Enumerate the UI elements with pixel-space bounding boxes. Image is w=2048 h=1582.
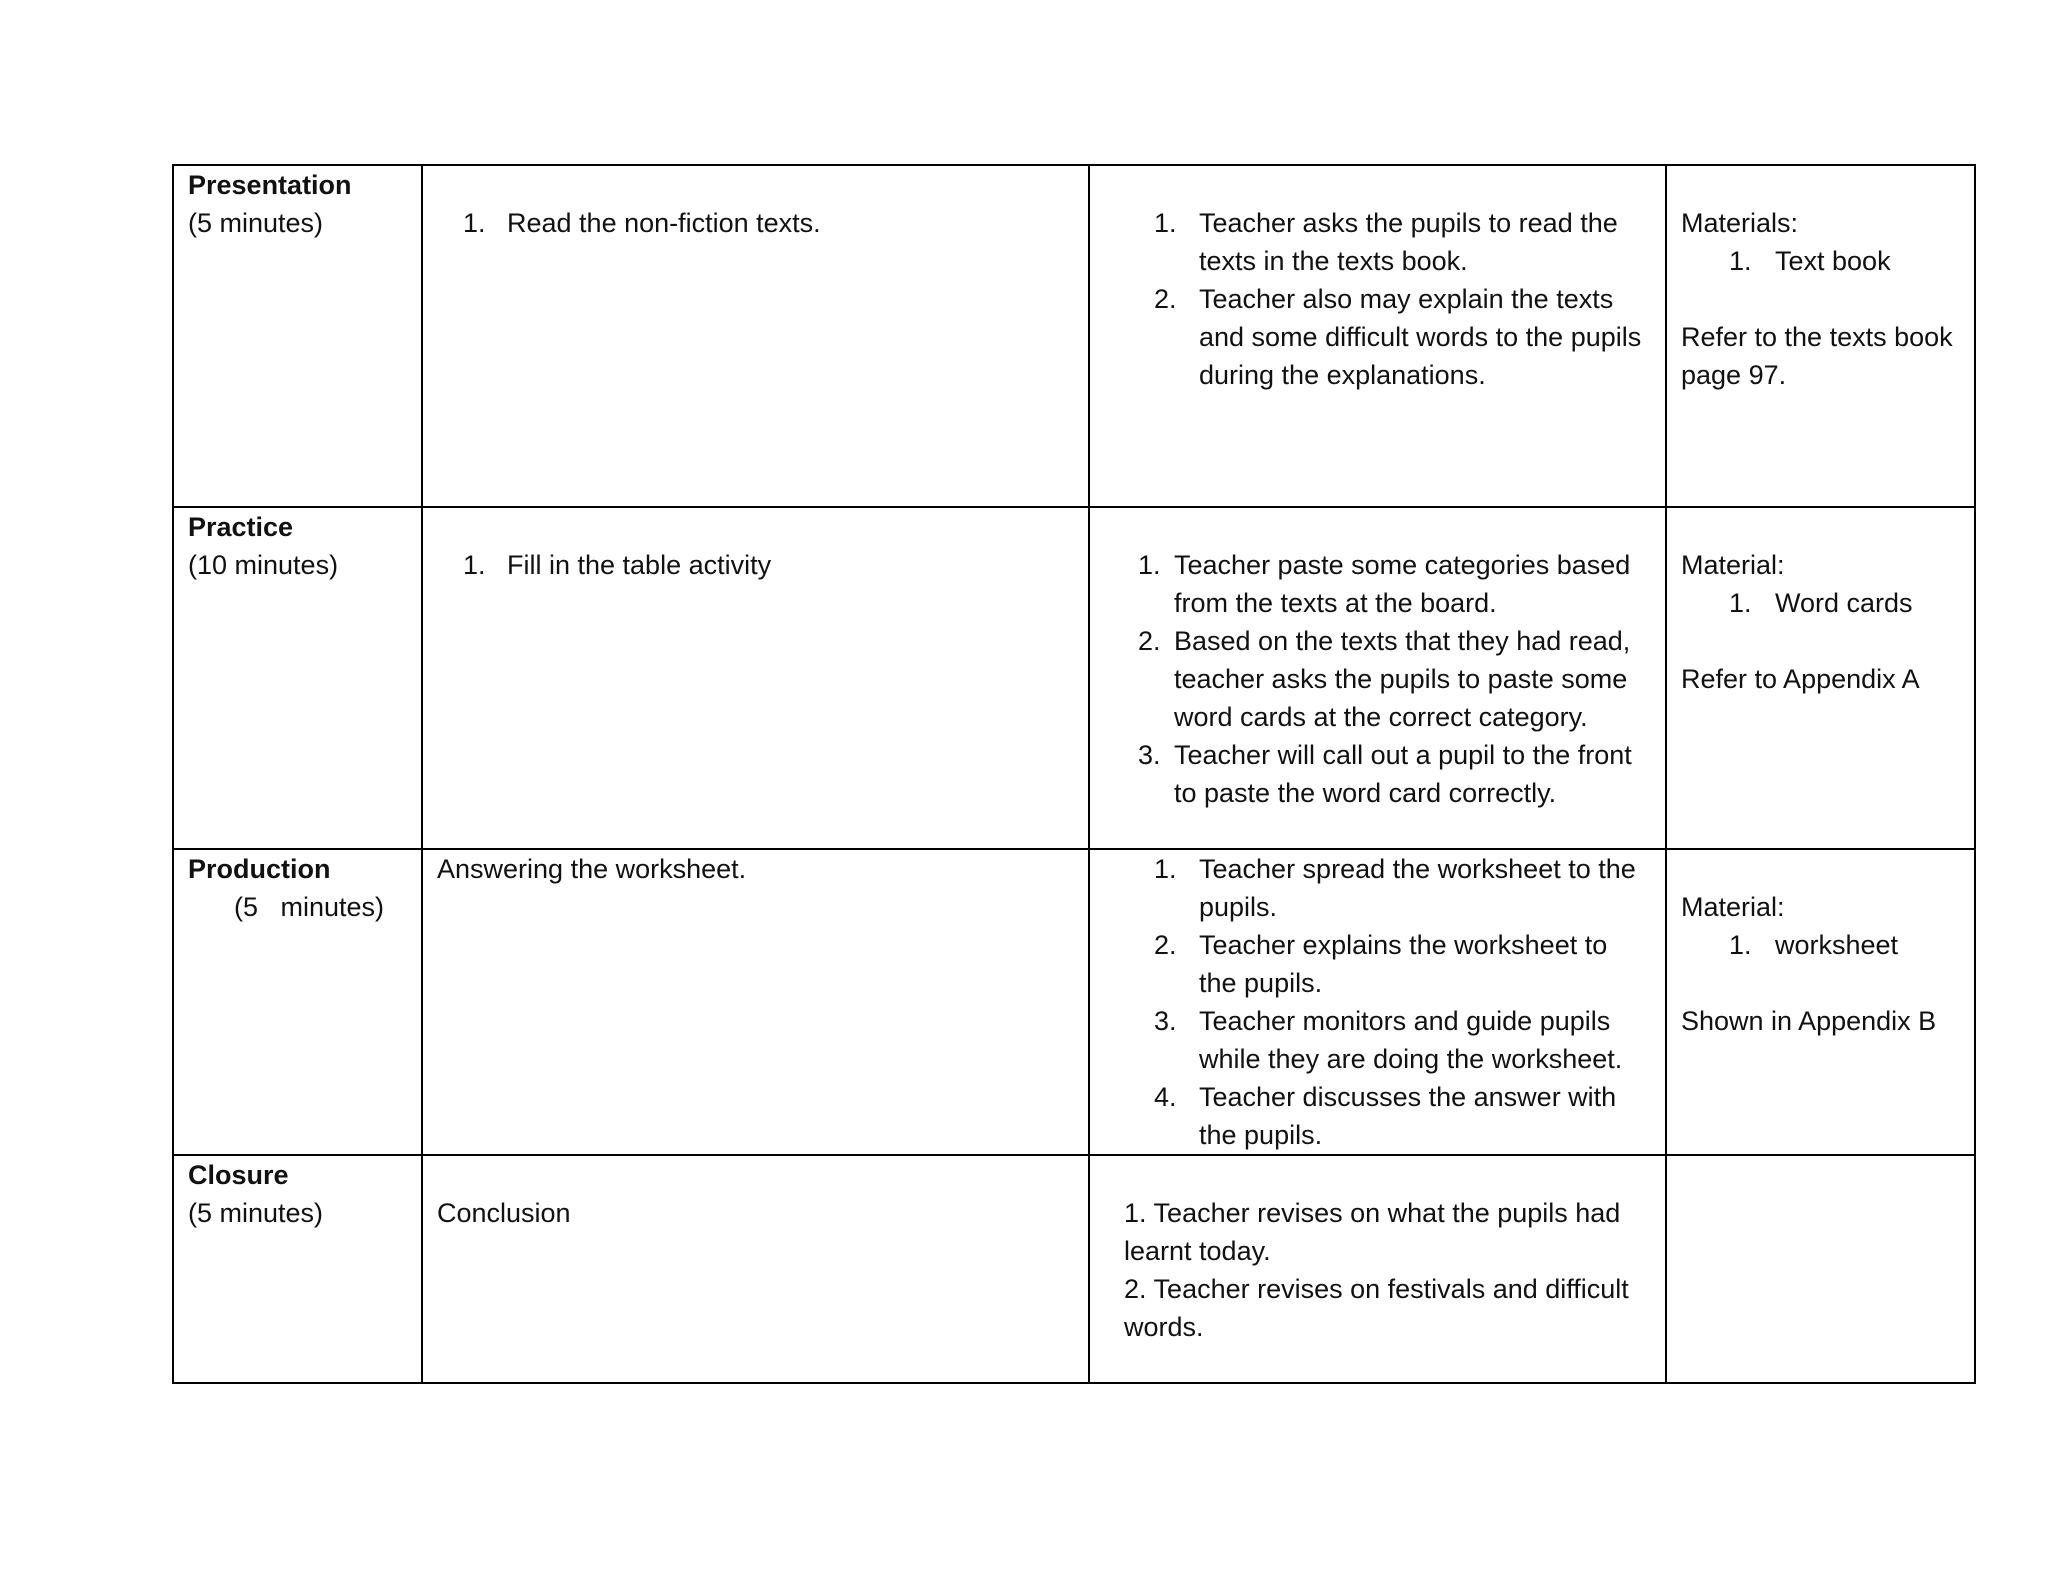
list-text: worksheet: [1775, 930, 1899, 960]
steps-cell: [1089, 507, 1666, 849]
list-item: [1729, 584, 1960, 622]
list-text: Teacher paste some categories based from the texts at the board.: [1174, 550, 1631, 618]
steps-cell: [1089, 165, 1666, 507]
activities-cell: [422, 507, 1089, 849]
activities-text: Conclusion: [437, 1198, 571, 1228]
materials-list: [1681, 242, 1960, 280]
list-item: [1154, 926, 1651, 1002]
list-number: 3.: [1154, 1006, 1177, 1036]
notes-cell: [1666, 507, 1975, 849]
list-number: 3.: [1138, 740, 1161, 770]
list-item: [1138, 622, 1651, 736]
lesson-plan-table: [172, 164, 1976, 1384]
list-item: [1729, 242, 1960, 280]
table-row: [173, 165, 1975, 507]
notes-cell: [1666, 165, 1975, 507]
list-number: 1.: [1154, 854, 1177, 884]
notes-heading: Material:: [1681, 892, 1785, 922]
list-number: 1.: [1138, 550, 1161, 580]
list-item: [1124, 1194, 1651, 1270]
activities-cell: [422, 165, 1089, 507]
notes-heading: Material:: [1681, 550, 1785, 580]
stage-cell: [173, 165, 422, 507]
list-number: 2.: [1138, 626, 1161, 656]
list-item: [1154, 204, 1651, 280]
list-item: [1124, 1270, 1651, 1346]
activities-text: Answering the worksheet.: [437, 854, 747, 884]
activities-cell: [422, 1155, 1089, 1383]
list-number: 1.: [1729, 930, 1752, 960]
list-number: 1.: [1729, 246, 1752, 276]
list-text: Teacher will call out a pupil to the front to paste the word card correctly.: [1174, 740, 1632, 808]
stage-cell: [173, 507, 422, 849]
list-text: Teacher revises on what the pupils had learnt today.: [1124, 1198, 1621, 1266]
list-item: [463, 204, 1074, 242]
materials-list: [1681, 584, 1960, 622]
list-number: 2.: [1154, 284, 1177, 314]
stage-duration: (5 minutes): [188, 1198, 324, 1228]
activities-cell: [422, 849, 1089, 1155]
list-text: Teacher explains the worksheet to the pupils.: [1199, 930, 1608, 998]
list-text: Fill in the table activity: [507, 550, 772, 580]
list-number: 1.: [463, 550, 486, 580]
list-item: [1138, 546, 1651, 622]
stage-name: Practice: [188, 512, 294, 542]
list-text: Text book: [1775, 246, 1891, 276]
steps-list: [1104, 546, 1651, 812]
list-item: [1138, 736, 1651, 812]
list-text: Teacher revises on festivals and difficult words.: [1124, 1274, 1629, 1342]
list-text: Teacher asks the pupils to read the texts in the texts book.: [1199, 208, 1618, 276]
activities-list: [437, 546, 1074, 584]
notes-reference: Refer to the texts book page 97.: [1681, 322, 1953, 390]
activities-list: [437, 204, 1074, 242]
stage-duration: (10 minutes): [188, 550, 339, 580]
list-text: Word cards: [1775, 588, 1913, 618]
notes-cell: [1666, 1155, 1975, 1383]
stage-name: Closure: [188, 1160, 289, 1190]
list-text: Teacher discusses the answer with the pupils.: [1199, 1082, 1617, 1150]
list-text: Teacher also may explain the texts and some difficult words to the pupils during the explanations.: [1199, 284, 1642, 390]
materials-list: [1681, 926, 1960, 964]
list-text: Teacher spread the worksheet to the pupils.: [1199, 854, 1636, 922]
stage-cell: [173, 1155, 422, 1383]
notes-cell: [1666, 849, 1975, 1155]
steps-list: [1104, 850, 1651, 1154]
table-row: [173, 1155, 1975, 1383]
list-number: 1.: [463, 208, 486, 238]
list-text: Read the non-fiction texts.: [507, 208, 821, 238]
list-text: Based on the texts that they had read, teacher asks the pupils to paste some word cards at the correct category.: [1174, 626, 1631, 732]
notes-heading: Materials:: [1681, 208, 1799, 238]
list-number: 2.: [1154, 930, 1177, 960]
list-text: Teacher monitors and guide pupils while they are doing the worksheet.: [1199, 1006, 1623, 1074]
stage-name: Production: [188, 854, 331, 884]
table-row: [173, 507, 1975, 849]
list-number: 1.: [1154, 208, 1177, 238]
list-number: 2.: [1124, 1274, 1147, 1304]
stage-duration: (5 minutes): [188, 208, 324, 238]
list-item: [1154, 1078, 1651, 1154]
steps-list: [1104, 204, 1651, 394]
list-item: [1154, 850, 1651, 926]
list-item: [1154, 1002, 1651, 1078]
steps-cell: [1089, 849, 1666, 1155]
list-item: [1729, 926, 1960, 964]
list-number: 1.: [1124, 1198, 1147, 1228]
stage-cell: [173, 849, 422, 1155]
list-item: [1154, 280, 1651, 394]
list-item: [463, 546, 1074, 584]
list-number: 4.: [1154, 1082, 1177, 1112]
list-number: 1.: [1729, 588, 1752, 618]
notes-reference: Refer to Appendix A: [1681, 664, 1920, 694]
stage-name: Presentation: [188, 170, 352, 200]
notes-reference: Shown in Appendix B: [1681, 1006, 1937, 1036]
steps-cell: [1089, 1155, 1666, 1383]
stage-duration: (5 minutes): [234, 892, 385, 922]
table-row: [173, 849, 1975, 1155]
